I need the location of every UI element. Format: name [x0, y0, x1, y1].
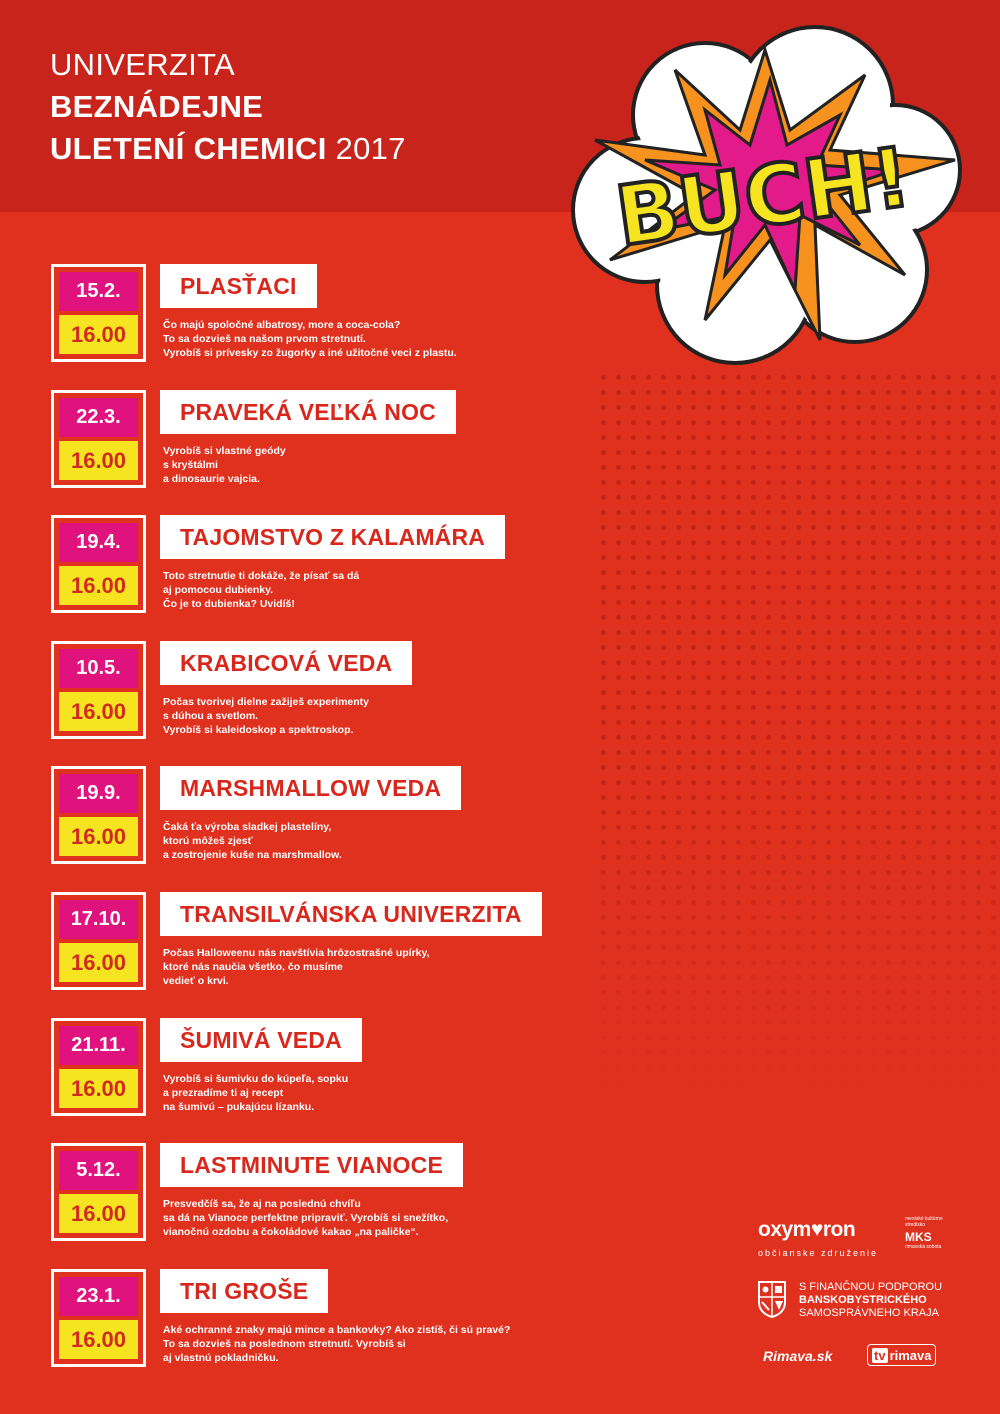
- event-description-line: Čo majú spoločné albatrosy, more a coca-cola?: [163, 319, 401, 331]
- event-title: LASTMINUTE VIANOCE: [160, 1143, 463, 1187]
- event-title: TRANSILVÁNSKA UNIVERZITA: [160, 892, 542, 936]
- sponsor-logos: [755, 1210, 955, 1380]
- event-description-line: Vyrobíš si vlastné geódy: [163, 445, 286, 457]
- tv-mark: tv: [874, 1347, 886, 1363]
- event-description-line: Vyrobíš si prívesky zo žugorky a iné užitočné veci z plastu.: [163, 347, 457, 359]
- mks-mark: MKS: [905, 1230, 932, 1244]
- tv-rimava-name: rimava: [889, 1347, 932, 1363]
- event-description-line: Čo je to dubienka? Uvidíš!: [163, 598, 295, 610]
- event-item: [51, 766, 611, 864]
- event-description-line: na šumivú – pukajúcu lízanku.: [163, 1101, 315, 1113]
- support-text: [799, 1281, 942, 1320]
- event-description: [163, 318, 603, 360]
- event-description: [163, 1072, 603, 1114]
- buch-burst-illustration: [565, 20, 970, 365]
- event-description-line: Počas Halloweenu nás navštívia hrôzostrašné upírky,: [163, 947, 430, 959]
- event-time: 16.00: [59, 441, 138, 480]
- event-description-line: Presvedčíš sa, že aj na poslednú chvíľu: [163, 1198, 361, 1210]
- event-description-line: s dúhou a svetlom.: [163, 710, 259, 722]
- event-description: [163, 444, 603, 486]
- event-item: [51, 390, 611, 488]
- event-description-line: ktorú môžeš zjesť: [163, 835, 253, 847]
- support-line-1: S FINANČNOU PODPOROU: [799, 1281, 943, 1293]
- event-time: 16.00: [59, 315, 138, 354]
- event-description-line: a dinosaurie vajcia.: [163, 473, 260, 485]
- support-line-2: BANSKOBYSTRICKÉHO: [799, 1294, 927, 1306]
- event-item: [51, 1269, 611, 1367]
- event-description-line: a zostrojenie kuše na marshmallow.: [163, 849, 342, 861]
- event-date: 15.2.: [59, 272, 138, 311]
- crest-icon: [757, 1280, 787, 1318]
- mks-top-text: mestské kultúrne stredisko: [905, 1216, 943, 1228]
- event-title: TRI GROŠE: [160, 1269, 328, 1313]
- event-item: [51, 641, 611, 739]
- event-date: 17.10.: [59, 900, 138, 939]
- event-description-line: aj vlastnú pokladničku.: [163, 1352, 279, 1364]
- event-title: TAJOMSTVO Z KALAMÁRA: [160, 515, 505, 559]
- event-date: 10.5.: [59, 649, 138, 688]
- event-title: ŠUMIVÁ VEDA: [160, 1018, 362, 1062]
- event-time: 16.00: [59, 566, 138, 605]
- event-description: [163, 946, 603, 988]
- oxymoron-subtitle: občianske združenie: [758, 1248, 879, 1258]
- event-description: [163, 695, 603, 737]
- date-box: [51, 766, 146, 864]
- mks-bottom-text: rimavská sobota: [905, 1244, 942, 1250]
- title-year: 2017: [335, 131, 406, 166]
- event-description-line: vedieť o krvi.: [163, 975, 229, 987]
- date-box: [51, 264, 146, 362]
- event-description-line: a prezradíme ti aj recept: [163, 1087, 284, 1099]
- rimava-logo: Rimava.sk: [763, 1348, 833, 1364]
- event-item: [51, 515, 611, 613]
- event-description-line: To sa dozvieš na našom prvom stretnutí.: [163, 333, 366, 345]
- event-description-line: s kryštálmi: [163, 459, 218, 471]
- event-description-line: ktoré nás naučia všetko, čo musíme: [163, 961, 343, 973]
- event-date: 19.4.: [59, 523, 138, 562]
- event-date: 23.1.: [59, 1277, 138, 1316]
- title-line-1: UNIVERZITA: [50, 47, 235, 82]
- event-item: [51, 1018, 611, 1116]
- date-box: [51, 390, 146, 488]
- event-time: 16.00: [59, 1320, 138, 1359]
- date-box: [51, 515, 146, 613]
- event-description-line: Aké ochranné znaky majú mince a bankovky? Ako zistíš, či sú pravé?: [163, 1324, 511, 1336]
- event-description-line: Vyrobíš si kaleidoskop a spektroskop.: [163, 724, 354, 736]
- event-description: [163, 569, 603, 611]
- event-time: 16.00: [59, 943, 138, 982]
- date-box: [51, 1018, 146, 1116]
- title-line-2: BEZNÁDEJNE: [50, 89, 264, 124]
- event-description: [163, 820, 603, 862]
- event-title: PLASŤACI: [160, 264, 317, 308]
- event-date: 22.3.: [59, 398, 138, 437]
- event-item: [51, 1143, 611, 1241]
- event-time: 16.00: [59, 1069, 138, 1108]
- event-time: 16.00: [59, 817, 138, 856]
- event-description-line: Počas tvorivej dielne zažiješ experimenty: [163, 696, 370, 708]
- event-description-line: To sa dozvieš na poslednom stretnutí. Vyrobíš si: [163, 1338, 406, 1350]
- mks-logo: [905, 1216, 943, 1262]
- event-item: [51, 892, 611, 990]
- event-date: 21.11.: [59, 1026, 138, 1065]
- event-description: [163, 1323, 603, 1365]
- poster-title: [50, 44, 406, 170]
- tv-rimava-logo: [867, 1344, 936, 1366]
- date-box: [51, 641, 146, 739]
- event-description-line: Toto stretnutie ti dokáže, že písať sa dá: [163, 570, 360, 582]
- buch-text: BUCH!: [610, 130, 917, 266]
- date-box: [51, 892, 146, 990]
- date-box: [51, 1269, 146, 1367]
- oxymoron-logo: oxym♥ron: [758, 1218, 856, 1241]
- event-description-line: vianočnú ozdobu a čokoládové kakao „na paličke“.: [163, 1226, 419, 1238]
- date-box: [51, 1143, 146, 1241]
- event-description: [163, 1197, 603, 1239]
- event-date: 5.12.: [59, 1151, 138, 1190]
- event-description-line: Vyrobíš si šumivku do kúpeľa, sopku: [163, 1073, 349, 1085]
- event-time: 16.00: [59, 1194, 138, 1233]
- event-date: 19.9.: [59, 774, 138, 813]
- event-item: [51, 264, 611, 362]
- event-description-line: aj pomocou dubienky.: [163, 584, 274, 596]
- event-time: 16.00: [59, 692, 138, 731]
- halftone-dots: [596, 370, 1000, 1090]
- event-description-line: sa dá na Vianoce perfektne pripraviť. Vyrobíš si snežítko,: [163, 1212, 449, 1224]
- event-description-line: Čaká ťa výroba sladkej plastelíny,: [163, 821, 332, 833]
- event-title: MARSHMALLOW VEDA: [160, 766, 461, 810]
- event-title: PRAVEKÁ VEĽKÁ NOC: [160, 390, 456, 434]
- title-line-3: ULETENÍ CHEMICI: [50, 131, 327, 166]
- support-line-3: SAMOSPRÁVNEHO KRAJA: [799, 1307, 939, 1319]
- event-title: KRABICOVÁ VEDA: [160, 641, 412, 685]
